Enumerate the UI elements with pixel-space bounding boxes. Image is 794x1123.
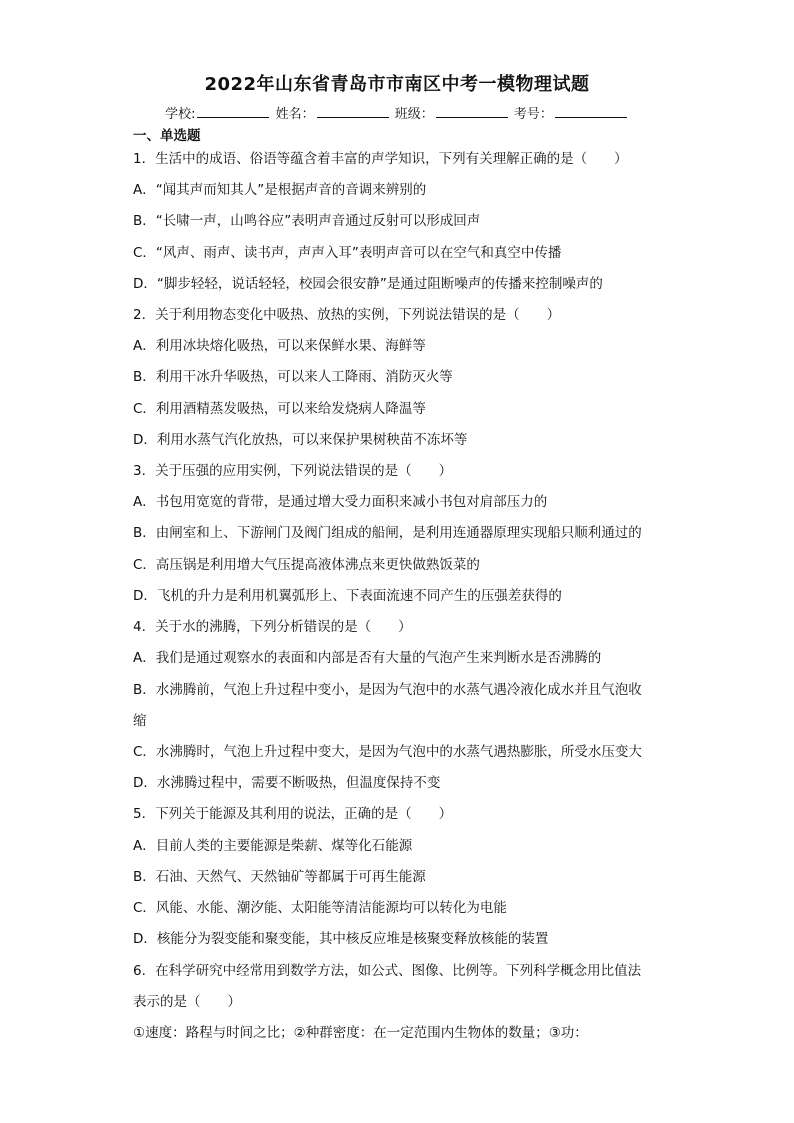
name-field — [276, 103, 391, 122]
option-line: C．风能、水能、潮汐能、太阳能等清洁能源均可以转化为电能 — [133, 900, 507, 916]
option-line: D．飞机的升力是利用机翼弧形上、下表面流速不同产生的压强差获得的 — [133, 588, 562, 604]
question-line: 5．下列关于能源及其利用的说法，正确的是（ ） — [133, 806, 453, 822]
option-line: C．“风声、雨声、读书声，声声入耳”表明声音可以在空气和真空中传播 — [133, 245, 562, 261]
option-line: B．由闸室和上、下游闸门及阀门组成的船闸，是利用连通器原理实现船只顺利通过的 — [133, 525, 642, 541]
option-line: B．水沸腾前，气泡上升过程中变小，是因为气泡中的水蒸气遇冷液化成水并且气泡收 — [133, 682, 642, 698]
question-line: 3．关于压强的应用实例，下列说法错误的是（ ） — [133, 463, 453, 479]
option-line: C．利用酒精蒸发吸热，可以来给发烧病人降温等 — [133, 401, 426, 417]
question-line: 1．生活中的成语、俗语等蕴含着丰富的声学知识，下列有关理解正确的是（ ） — [133, 151, 628, 167]
option-line: A．利用冰块熔化吸热，可以来保鲜水果、海鲜等 — [133, 338, 426, 354]
exam-number-field — [514, 103, 629, 122]
section-heading: 一、单选题 — [133, 128, 201, 144]
school-field — [165, 103, 271, 122]
option-line: A．目前人类的主要能源是柴薪、煤等化石能源 — [133, 838, 413, 854]
option-line: C．水沸腾时，气泡上升过程中变大，是因为气泡中的水蒸气遇热膨胀，所受水压变大 — [133, 744, 642, 760]
exam-number-blank — [555, 105, 627, 118]
school-blank — [197, 105, 269, 118]
option-line: D．利用水蒸气汽化放热，可以来保护果树秧苗不冻坏等 — [133, 432, 468, 448]
name-blank — [317, 105, 389, 118]
page-title: 2022年山东省青岛市市南区中考一模物理试题 — [204, 74, 590, 95]
student-info-line — [0, 103, 794, 122]
option-line: D．“脚步轻轻，说话轻轻，校园会很安静”是通过阻断噪声的传播来控制噪声的 — [133, 276, 603, 292]
option-line-continued: 缩 — [133, 713, 147, 729]
option-line: B．石油、天然气、天然铀矿等都属于可再生能源 — [133, 869, 426, 885]
option-line: A．书包用宽宽的背带，是通过增大受力面积来减小书包对肩部压力的 — [133, 494, 548, 510]
option-line: D．水沸腾过程中，需要不断吸热，但温度保持不变 — [133, 775, 441, 791]
option-line: C．高压锅是利用增大气压提高液体沸点来更快做熟饭菜的 — [133, 557, 480, 573]
question-line: 4．关于水的沸腾，下列分析错误的是（ ） — [133, 619, 412, 635]
question-line: 6．在科学研究中经常用到数学方法，如公式、图像、比例等。下列科学概念用比值法 — [133, 963, 642, 979]
option-line: B．利用干冰升华吸热，可以来人工降雨、消防灭火等 — [133, 369, 453, 385]
name-label: 姓名： — [275, 107, 315, 122]
class-blank — [436, 105, 508, 118]
school-label: 学校: — [165, 107, 196, 122]
option-line: A．我们是通过观察水的表面和内部是否有大量的气泡产生来判断水是否沸腾的 — [133, 650, 602, 666]
question-line: 2．关于利用物态变化中吸热、放热的实例，下列说法错误的是（ ） — [133, 307, 561, 323]
class-label: 班级： — [394, 107, 434, 122]
question-statement-line: ①速度：路程与时间之比；②种群密度：在一定范围内生物体的数量；③功： — [133, 1025, 588, 1041]
option-line: B．“长啸一声，山鸣谷应”表明声音通过反射可以形成回声 — [133, 213, 481, 229]
class-field — [395, 103, 510, 122]
option-line: D．核能分为裂变能和聚变能，其中核反应堆是核聚变释放核能的装置 — [133, 931, 549, 947]
option-line: A．“闻其声而知其人”是根据声音的音调来辨别的 — [133, 182, 427, 198]
question-line-continued: 表示的是（ ） — [133, 994, 241, 1010]
exam-number-label: 考号： — [513, 107, 553, 122]
